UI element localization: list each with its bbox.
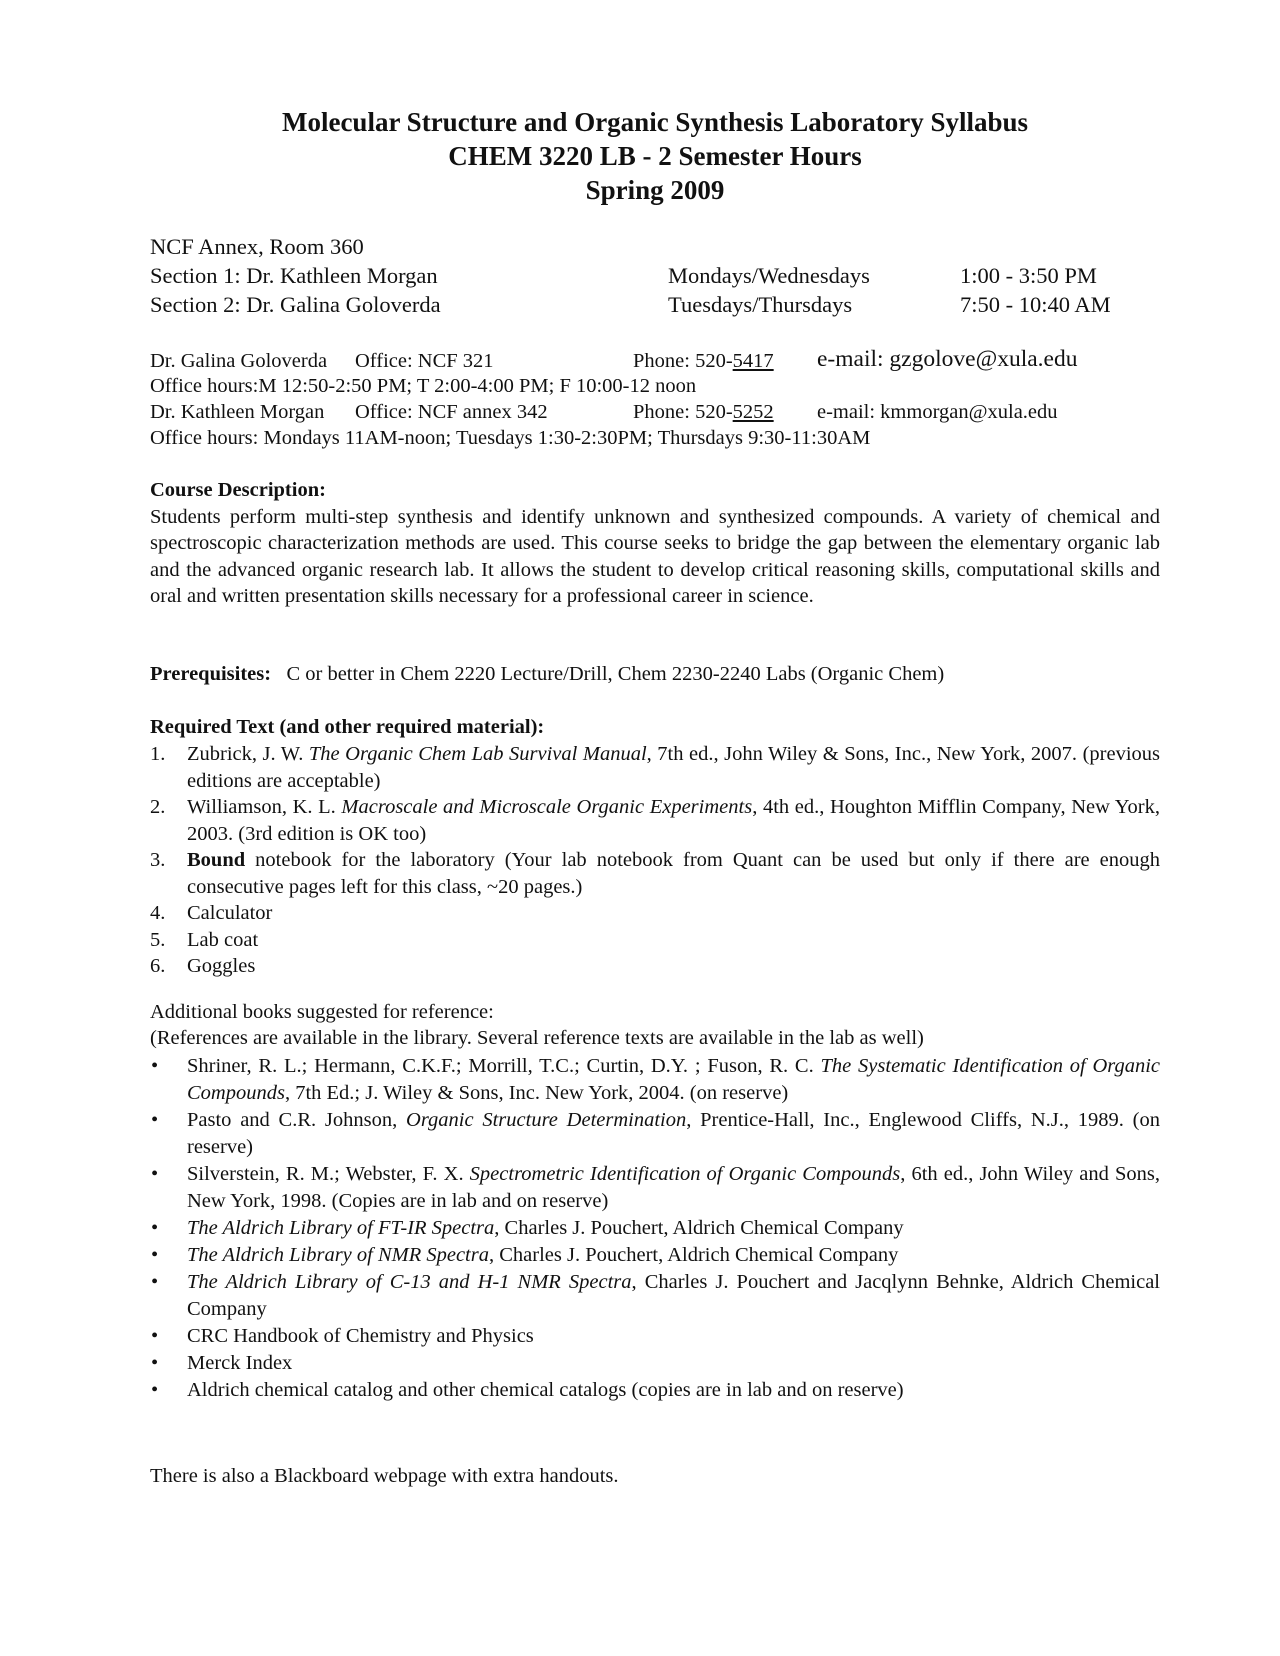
- document-title: Molecular Structure and Organic Synthesis Laboratory Syllabus: [281, 107, 1029, 137]
- goloverda-hours: Office hours:M 12:50-2:50 PM; T 2:00-4:00 PM; F 10:00-12 noon: [150, 375, 697, 397]
- list-item: 5. Lab coat: [150, 928, 259, 951]
- goloverda-office: Office: NCF 321: [355, 350, 494, 372]
- goloverda-name: Dr. Galina Goloverda: [150, 350, 328, 372]
- goloverda-email: e-mail: gzgolove@xula.edu: [817, 346, 1078, 372]
- list-item: 1. Zubrick, J. W. The Organic Chem Lab Survival Manual, 7th ed., John Wiley & Sons, Inc., New York, 2007. (previous editions are acceptable): [150, 743, 1161, 792]
- morgan-phone: Phone: 520-5252: [633, 401, 774, 423]
- section-1-days: Mondays/Wednesdays: [668, 263, 870, 288]
- list-item: 2. Williamson, K. L. Macroscale and Microscale Organic Experiments, 4th ed., Houghton Mifflin Company, New York, 2003. (3rd edition is OK too): [150, 796, 1160, 845]
- list-item: • Silverstein, R. M.; Webster, F. X. Spectrometric Identification of Organic Compounds, 6th ed., John Wiley and Sons, New York, 1998. (Copies are in lab and on reserve): [151, 1163, 1160, 1212]
- list-item: • Merck Index: [151, 1352, 293, 1374]
- term: Spring 2009: [585, 175, 725, 205]
- morgan-office: Office: NCF annex 342: [355, 401, 548, 423]
- morgan-phone-ext: 5252: [732, 401, 774, 423]
- additional-books-note: (References are available in the library. Several reference texts are available in the lab as well): [150, 1027, 924, 1049]
- section-2-days: Tuesdays/Thursdays: [668, 292, 853, 317]
- goloverda-phone: Phone: 520-5417: [633, 350, 774, 372]
- list-item: • Shriner, R. L.; Hermann, C.K.F.; Morrill, T.C.; Curtin, D.Y. ; Fuson, R. C. The Systematic Identification of Organic Compounds, 7th Ed.; J. Wiley & Sons, Inc. New York, 2004. (on reserve): [151, 1055, 1161, 1104]
- required-text-heading: Required Text (and other required material):: [150, 716, 545, 738]
- morgan-hours: Office hours: Mondays 11AM-noon; Tuesdays 1:30-2:30PM; Thursdays 9:30-11:30AM: [150, 427, 871, 449]
- section-1-time: 1:00 - 3:50 PM: [960, 263, 1097, 288]
- morgan-email: e-mail: kmmorgan@xula.edu: [817, 401, 1058, 423]
- additional-books-intro: Additional books suggested for reference:: [150, 1001, 494, 1023]
- list-item: • CRC Handbook of Chemistry and Physics: [151, 1325, 534, 1347]
- required-text-list: [150, 741, 1160, 980]
- morgan-name: Dr. Kathleen Morgan: [150, 401, 325, 423]
- prerequisites-label: Prerequisites:: [150, 663, 272, 685]
- list-item: • The Aldrich Library of FT-IR Spectra, Charles J. Pouchert, Aldrich Chemical Company: [151, 1217, 904, 1239]
- section-2-label: Section 2: Dr. Galina Goloverda: [150, 292, 441, 317]
- goloverda-phone-ext: 5417: [732, 350, 774, 372]
- list-item: 4. Calculator: [150, 902, 273, 924]
- course-code: CHEM 3220 LB - 2 Semester Hours: [448, 141, 862, 171]
- list-item: • The Aldrich Library of NMR Spectra, Charles J. Pouchert, Aldrich Chemical Company: [151, 1244, 899, 1266]
- prerequisites-text: C or better in Chem 2220 Lecture/Drill, Chem 2230-2240 Labs (Organic Chem): [286, 663, 945, 685]
- list-item: • Aldrich chemical catalog and other chemical catalogs (copies are in lab and on reserve): [151, 1379, 904, 1401]
- section-1-label: Section 1: Dr. Kathleen Morgan: [150, 263, 438, 288]
- course-description-heading: Course Description:: [150, 479, 326, 501]
- course-description-body: Students perform multi-step synthesis and identify unknown and synthesized compounds. A variety of chemical and spectroscopic characterization methods are used. This course seeks to bridge the gap between the elementary organic lab and the advanced organic research lab. It allows the student to develop critical reasoning skills, computational skills and oral and written presentation skills necessary for a professional career in science.: [150, 506, 1160, 607]
- list-item: • Pasto and C.R. Johnson, Organic Structure Determination, Prentice-Hall, Inc., Englewood Cliffs, N.J., 1989. (on reserve): [151, 1109, 1160, 1158]
- prerequisites: [150, 663, 944, 686]
- reference-list: [150, 1053, 1160, 1404]
- location: NCF Annex, Room 360: [150, 234, 364, 259]
- list-item: • The Aldrich Library of C-13 and H-1 NMR Spectra, Charles J. Pouchert and Jacqlynn Behnke, Aldrich Chemical Company: [151, 1271, 1160, 1320]
- section-2-time: 7:50 - 10:40 AM: [960, 292, 1111, 317]
- list-item: 6. Goggles: [150, 955, 256, 977]
- list-item: 3. Bound notebook for the laboratory (Your lab notebook from Quant can be used but only if there are enough consecutive pages left for this class, ~20 pages.): [150, 849, 1160, 898]
- footer-note: There is also a Blackboard webpage with extra handouts.: [150, 1465, 619, 1487]
- title-block: [150, 105, 1160, 207]
